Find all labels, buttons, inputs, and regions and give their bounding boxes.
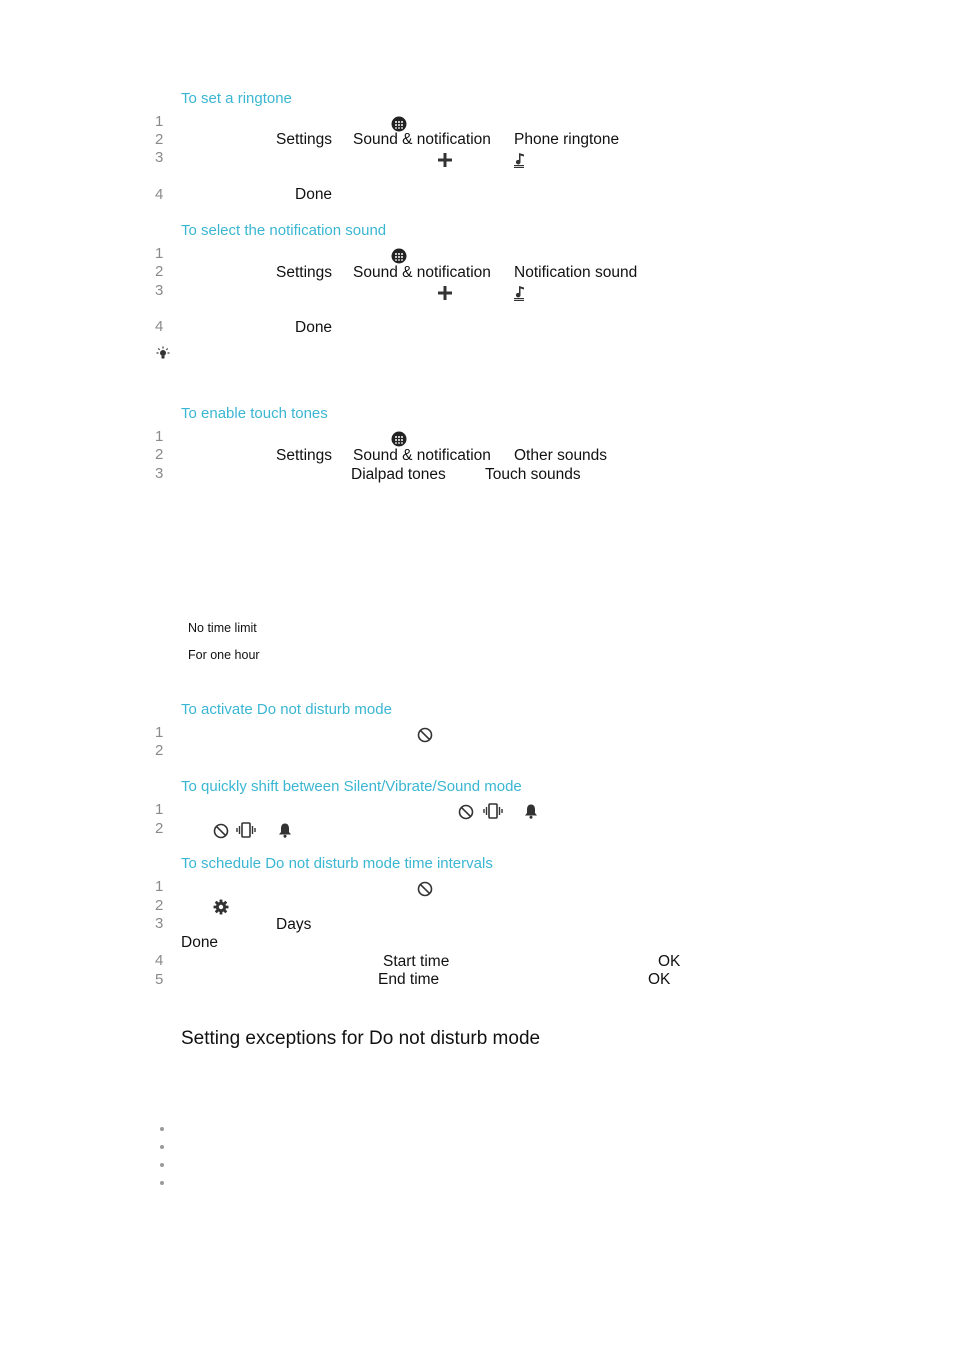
vibrate-icon [483,803,503,819]
music-library-icon [513,152,527,168]
step-number: 2 [155,820,164,837]
step-number: 4 [155,952,164,969]
done-label: Done [181,934,219,951]
apps-grid-icon [391,248,407,264]
step-number: 2 [155,131,164,148]
plus-icon [438,153,452,167]
step-number: 2 [155,263,164,280]
step-number: 2 [155,742,164,759]
do-not-disturb-icon [458,804,474,820]
settings-label: Settings [276,131,333,148]
dialpad-tones-label: Dialpad tones [351,466,446,483]
do-not-disturb-icon [213,823,229,839]
phone-ringtone-label: Phone ringtone [514,131,620,148]
step-number: 2 [155,446,164,463]
step-number: 2 [155,897,164,914]
section-title-touch-tones: To enable touch tones [181,405,328,422]
touch-sounds-label: Touch sounds [485,466,581,483]
bell-icon [278,822,292,838]
step-number: 4 [155,186,164,203]
section-title-schedule-dnd: To schedule Do not disturb mode time intervals [181,855,493,872]
list-bullet [160,1127,164,1131]
done-label: Done [295,319,333,336]
days-label: Days [276,916,312,933]
ok-label: OK [658,953,681,970]
list-bullet [160,1145,164,1149]
step-number: 1 [155,878,164,895]
section-title-notification-sound: To select the notification sound [181,222,387,239]
do-not-disturb-icon [417,727,433,743]
settings-label: Settings [276,264,333,281]
step-number: 3 [155,465,164,482]
step-number: 1 [155,801,164,818]
lightbulb-tip-icon [155,346,171,362]
step-number: 3 [155,915,164,932]
exceptions-heading: Setting exceptions for Do not disturb mode [181,1028,541,1049]
notification-sound-label: Notification sound [514,264,638,281]
section-title-shift-modes: To quickly shift between Silent/Vibrate/Sound mode [181,778,522,795]
start-time-label: Start time [383,953,450,970]
gear-icon [213,899,229,915]
sound-notification-label: Sound & notification [353,131,491,148]
section-title-activate-dnd: To activate Do not disturb mode [181,701,392,718]
step-number: 3 [155,282,164,299]
step-number: 4 [155,318,164,335]
step-number: 1 [155,724,164,741]
ok-label: OK [648,971,671,988]
other-sounds-label: Other sounds [514,447,608,464]
step-number: 1 [155,113,164,130]
do-not-disturb-icon [417,881,433,897]
sound-notification-label: Sound & notification [353,447,491,464]
no-time-limit-label: No time limit [188,621,257,635]
bell-icon [524,803,538,819]
step-number: 1 [155,428,164,445]
done-label: Done [295,186,333,203]
music-library-icon [513,285,527,301]
plus-icon [438,286,452,300]
end-time-label: End time [378,971,440,988]
list-bullet [160,1181,164,1185]
step-number: 3 [155,149,164,166]
sound-notification-label: Sound & notification [353,264,491,281]
vibrate-icon [236,822,256,838]
section-title-ringtone: To set a ringtone [181,90,292,107]
apps-grid-icon [391,116,407,132]
step-number: 5 [155,971,164,988]
step-number: 1 [155,245,164,262]
list-bullet [160,1163,164,1167]
settings-label: Settings [276,447,333,464]
apps-grid-icon [391,431,407,447]
for-one-hour-label: For one hour [188,648,260,662]
